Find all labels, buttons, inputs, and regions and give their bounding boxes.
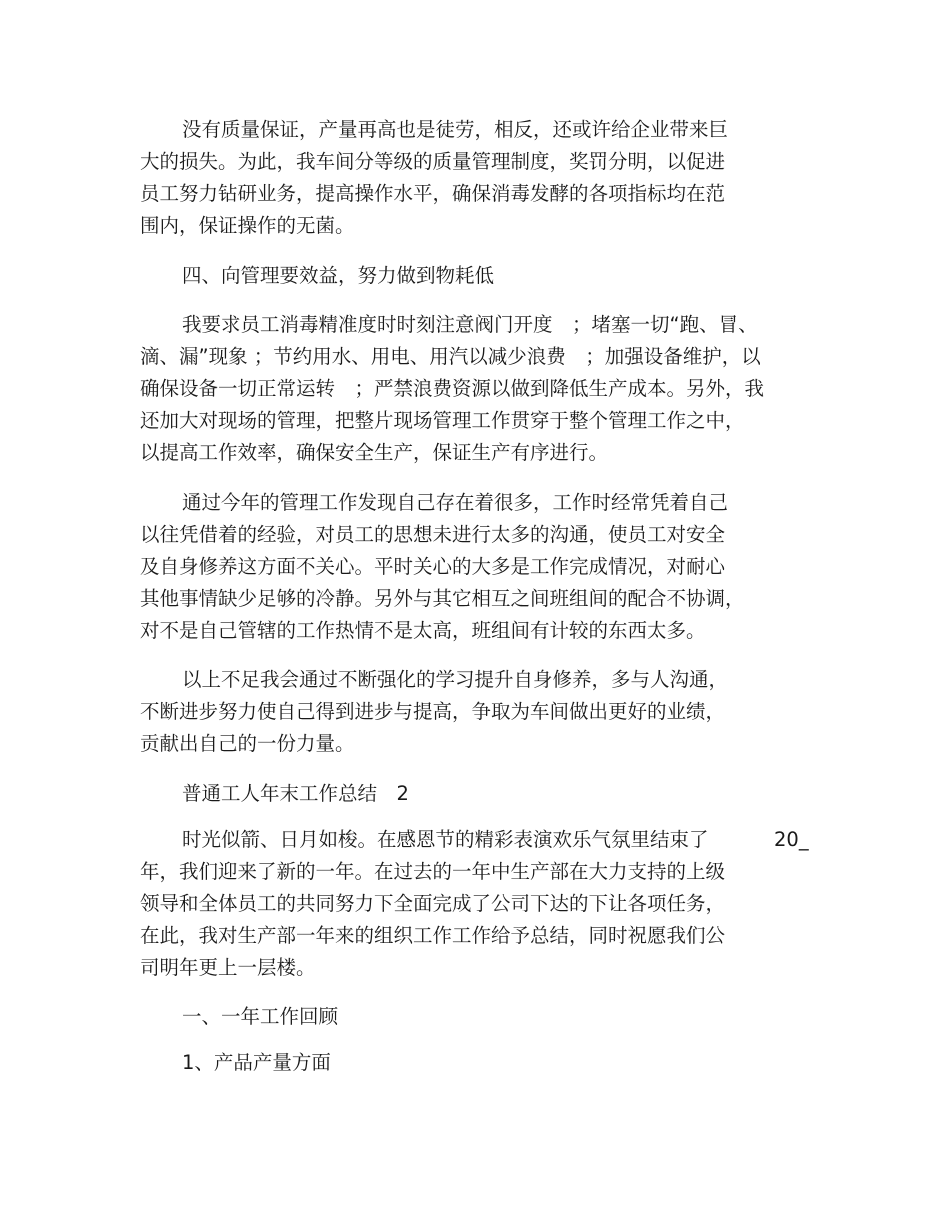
text-line: 围内，保证操作的无菌。 [140,214,355,237]
text-line: 以上不足我会通过不断强化的学习提升自身修养，多与人沟通， [182,668,729,691]
year-text: 20_ [774,828,809,851]
text-line: 不断进步努力使自己得到进步与提高，争取为车间做出更好的业绩， [140,700,726,723]
text-line: 通过今年的管理工作发现自己存在着很多，工作时经常凭着自己 [182,491,729,514]
text-line: 时光似箭、日月如梭。在感恩节的精彩表演欢乐气氛里结束了 [182,828,709,851]
text-line: 年，我们迎来了新的一年。在过去的一年中生产部在大力支持的上级 [140,860,726,883]
text-line: 领导和全体员工的共同努力下全面完成了公司下达的下让各项任务， [140,892,726,915]
text-line: 以往凭借着的经验，对员工的思想未进行太多的沟通，使员工对安全 [140,523,726,546]
text-line: 以提高工作效率，确保安全生产，保证生产有序进行。 [140,441,609,464]
text-line: 贡献出自己的一份力量。 [140,732,355,755]
text-line: 我要求员工消毒精准度时时刻注意阀门开度 ；堵塞一切“跑、冒、 [182,313,758,336]
text-line: 对不是自己管辖的工作热情不是太高，班组间有计较的东西太多。 [140,619,706,642]
text-line: 在此，我对生产部一年来的组织工作工作给予总结，同时祝愿我们公 [140,924,726,947]
text-line: 司明年更上一层楼。 [140,956,316,979]
subsection-heading: 1、产品产量方面 [182,1051,331,1074]
section-heading: 一、一年工作回顾 [182,1005,339,1028]
text-line: 还加大对现场的管理，把整片现场管理工作贯穿于整个管理工作之中， [140,409,745,432]
text-line: 其他事情缺少足够的冷静。另外与其它相互之间班组间的配合不协调， [140,587,745,610]
text-line: 滴、漏”现象 ；节约用水、用电、用汽以减少浪费 ；加强设备维护，以 [140,345,761,368]
section-heading: 四、向管理要效益，努力做到物耗低 [182,264,495,287]
section-title: 普通工人年末工作总结 2 [182,782,409,805]
text-line: 及自身修养这方面不关心。平时关心的大多是工作完成情况，对耐心 [140,555,726,578]
text-line: 没有质量保证，产量再高也是徒劳，相反，还或许给企业带来巨 [182,118,729,141]
text-line: 大的损失。为此，我车间分等级的质量管理制度，奖罚分明，以促进 [140,150,726,173]
text-line: 确保设备一切正常运转 ；严禁浪费资源以做到降低生产成本。另外，我 [140,377,765,400]
text-line: 员工努力钻研业务，提高操作水平，确保消毒发酵的各项指标均在范 [140,182,726,205]
